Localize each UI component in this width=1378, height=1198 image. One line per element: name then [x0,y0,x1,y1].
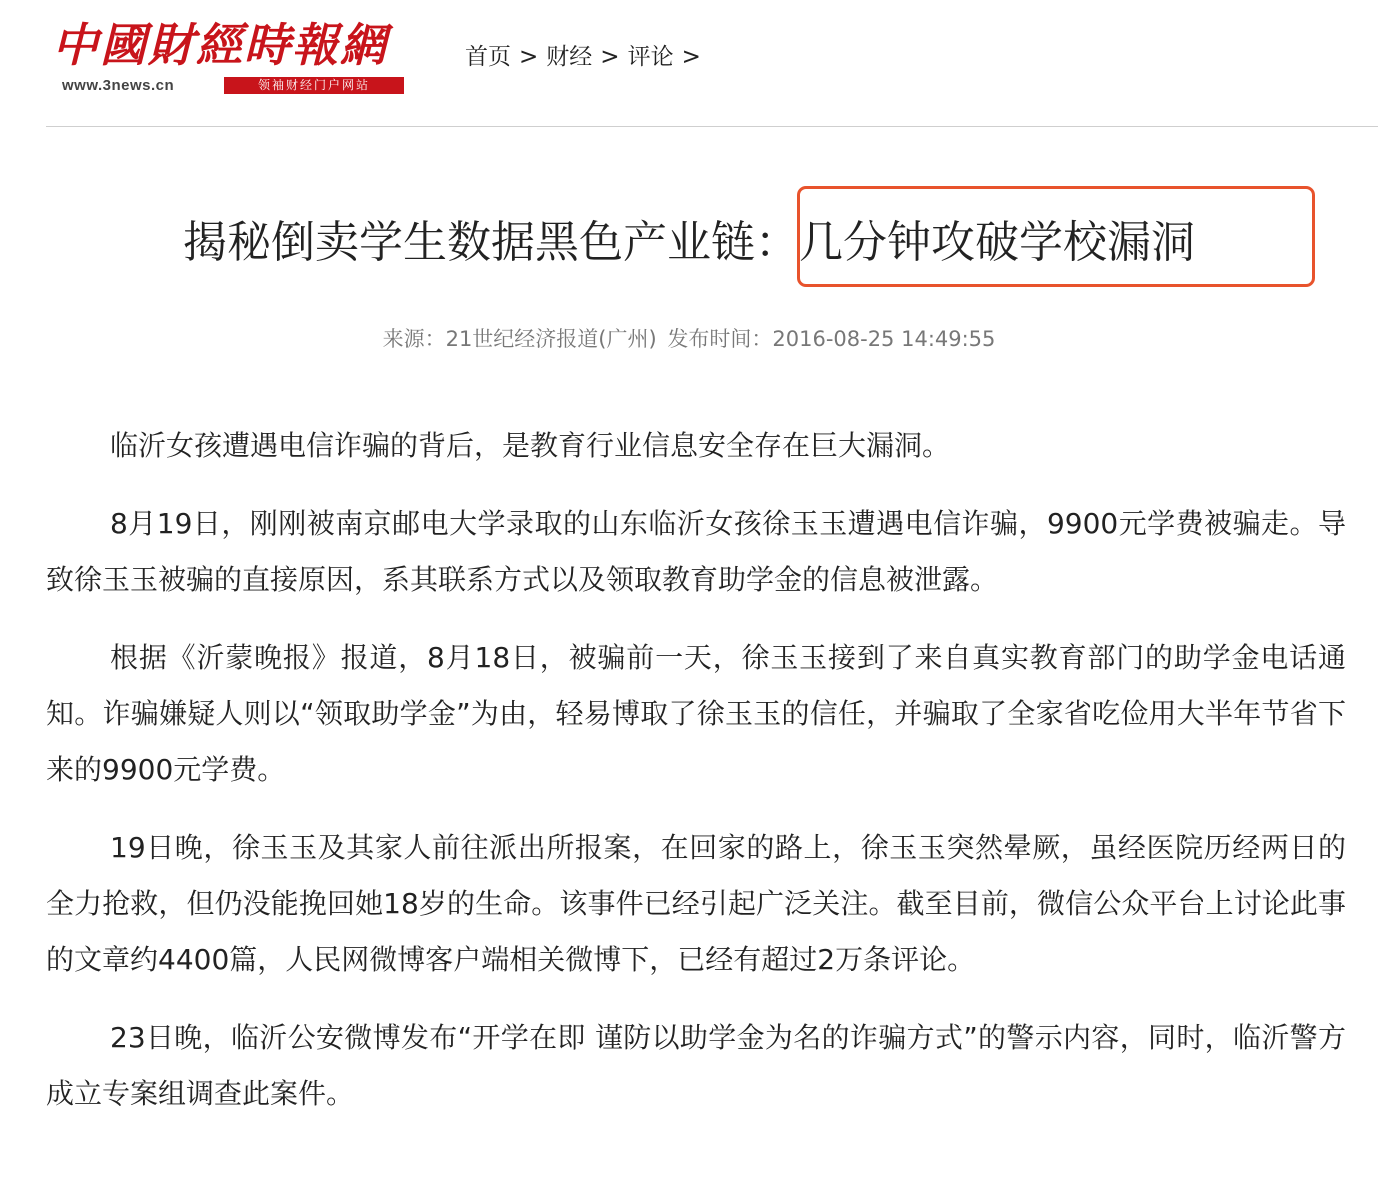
breadcrumb-finance-link[interactable]: 财经 [546,44,593,70]
source-value: 21世纪经济报道(广州) [445,327,657,351]
article-paragraph: 8月19日，刚刚被南京邮电大学录取的山东临沂女孩徐玉玉遭遇电信诈骗，9900元学费被骗走。导致徐玉玉被骗的直接原因，系其联系方式以及领取教育助学金的信息被泄露。 [46,507,1346,596]
site-logo[interactable] [52,20,412,100]
breadcrumb-commentary-link[interactable]: 评论 [627,44,674,70]
header-divider [46,126,1378,127]
article-body [46,418,1346,1144]
article-paragraph: 19日晚，徐玉玉及其家人前往派出所报案，在回家的路上，徐玉玉突然晕厥，虽经医院历经两日的全力抢救，但仍没能挽回她18岁的生命。该事件已经引起广泛关注。截至目前，微信公众平台上讨论此事的文章约4400篇，人民网微博客户端相关微博下，已经有超过2万条评论。 [46,831,1346,976]
breadcrumb [465,42,709,72]
logo-title: 中國財經時報網 [52,18,388,72]
article-meta [0,324,1378,354]
article-paragraph: 23日晚，临沂公安微博发布“开学在即 谨防以助学金为名的诈骗方式”的警示内容，同时，临沂警方成立专案组调查此案件。 [46,1021,1346,1110]
publish-time-label: 发布时间： [667,327,773,351]
breadcrumb-separator: > [600,44,620,70]
breadcrumb-home-link[interactable]: 首页 [465,44,511,70]
article-paragraph: 根据《沂蒙晚报》报道，8月18日，被骗前一天，徐玉玉接到了来自真实教育部门的助学金电话通知。诈骗嫌疑人则以“领取助学金”为由，轻易博取了徐玉玉的信任，并骗取了全家省吃俭用大半年节省下来的9900元学费。 [46,641,1346,786]
source-label: 来源： [382,327,446,351]
publish-time-value: 2016-08-25 14:49:55 [772,327,996,351]
site-header [0,0,1378,128]
breadcrumb-separator: > [681,44,701,70]
logo-slogan: 领袖财经门户网站 [224,77,404,94]
article-title: 揭秘倒卖学生数据黑色产业链：几分钟攻破学校漏洞 [183,217,1195,268]
logo-url: www.3news.cn [62,77,175,94]
article-paragraph: 临沂女孩遭遇电信诈骗的背后，是教育行业信息安全存在巨大漏洞。 [110,429,951,462]
breadcrumb-separator: > [519,44,539,70]
